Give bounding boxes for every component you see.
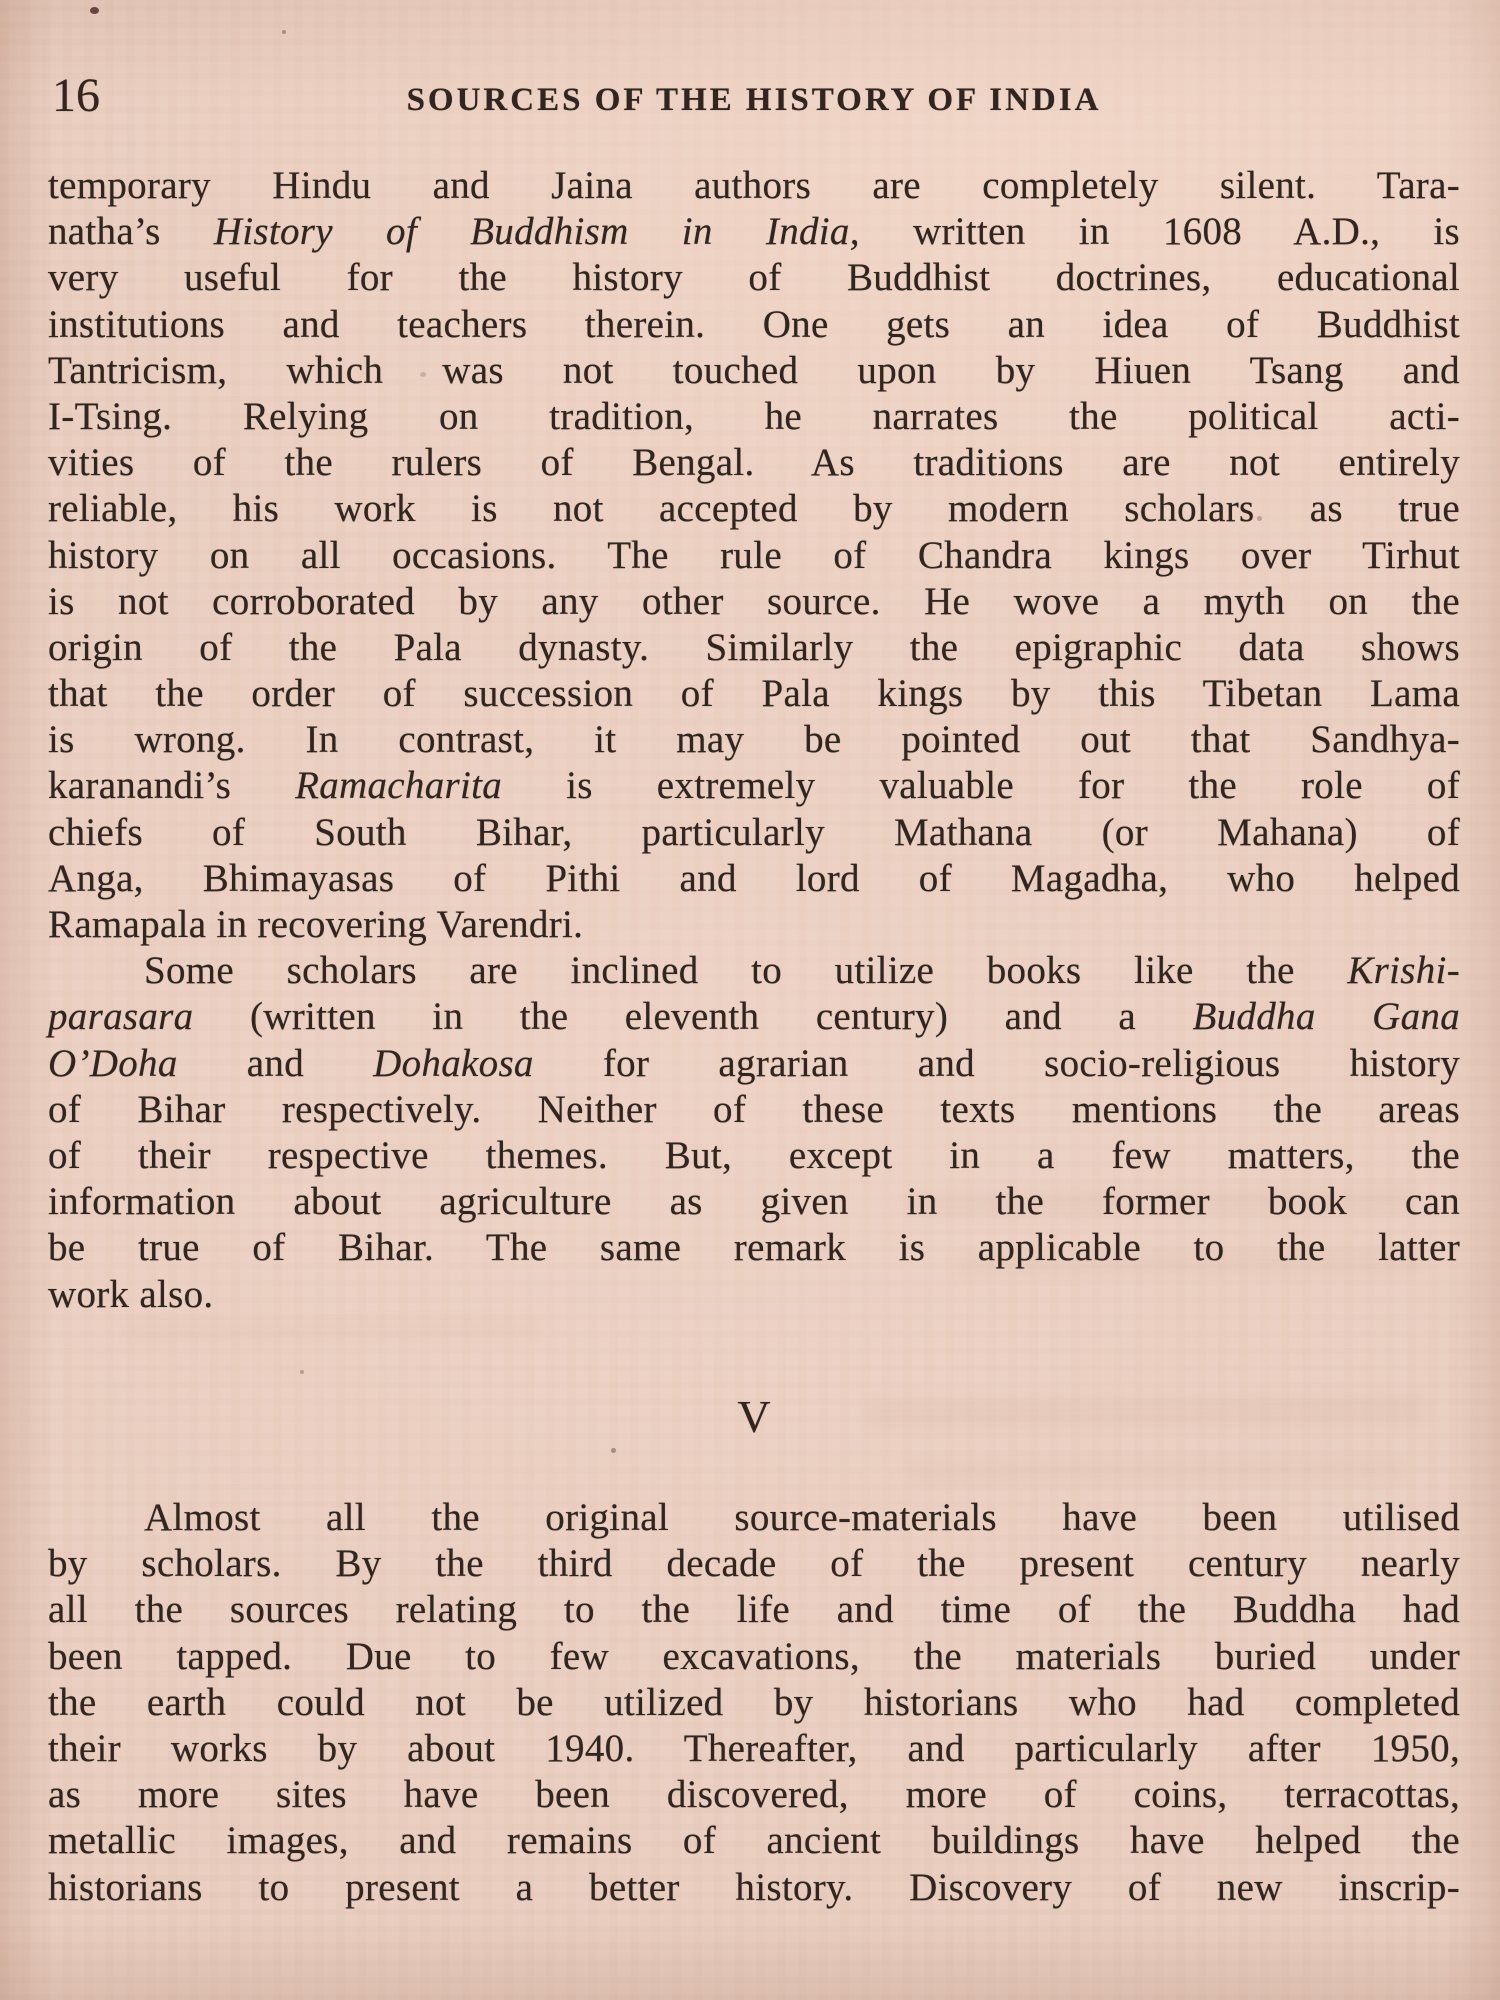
text-line [48, 1865, 1460, 1911]
text-line [48, 948, 1460, 994]
text-segment: is wrong. In contrast, it may be pointed out that Sandhya- [48, 718, 1460, 762]
text-segment: temporary Hindu and Jaina authors are completely silent. Tara- [48, 164, 1460, 207]
showthrough-smudge [905, 1456, 1405, 1483]
paper-speck [300, 1370, 304, 1374]
text-segment: history on all occasions. The rule of Chandra kings over Tirhut [48, 533, 1460, 577]
text-segment: metallic images, and remains of ancient buildings have helped the [48, 1819, 1460, 1863]
text-line [48, 1772, 1460, 1818]
text-line [48, 1587, 1460, 1633]
text-segment: very useful for the history of Buddhist doctrines, educational [48, 256, 1460, 300]
paper-speck [282, 30, 286, 34]
text-line [48, 486, 1460, 532]
body-text-block-2 [48, 1495, 1460, 1911]
text-segment: chiefs of South Bihar, particularly Mathana (or Mahana) of [48, 810, 1460, 854]
text-line [48, 1726, 1460, 1772]
text-segment: karanandi’s [48, 764, 296, 808]
text-line [48, 1225, 1460, 1271]
showthrough-smudge [120, 1319, 540, 1342]
page-number: 16 [52, 69, 100, 122]
text-line [48, 810, 1460, 856]
italic-text-segment: Ramacharita [295, 764, 503, 808]
italic-text-segment: Dohakosa [373, 1041, 534, 1085]
text-line [48, 1818, 1460, 1864]
text-segment: Anga, Bhimayasas of Pithi and lord of Magadha, who helped [48, 856, 1460, 900]
text-line [48, 255, 1460, 301]
text-line [48, 1272, 1460, 1318]
text-line [48, 348, 1460, 394]
text-segment: for agrarian and socio-religious history [533, 1041, 1461, 1085]
text-segment: historians to present a better history. Discovery of new inscrip- [48, 1865, 1460, 1909]
italic-text-segment: Krishi- [1347, 949, 1460, 993]
text-line [48, 440, 1460, 486]
text-segment: I-Tsing. Relying on tradition, he narrates the political acti- [48, 394, 1460, 438]
text-segment: origin of the Pala dynasty. Similarly the epigraphic data shows [48, 625, 1460, 669]
text-line [48, 533, 1460, 579]
italic-text-segment: Buddha Gana [1192, 995, 1460, 1039]
text-segment: (written in the eleventh century) and a [193, 995, 1193, 1039]
text-segment: Almost all the original source-materials have been utilised [144, 1496, 1460, 1539]
running-header: SOURCES OF THE HISTORY OF INDIA [406, 82, 1102, 118]
text-segment: institutions and teachers therein. One gets an idea of Buddhist [48, 302, 1460, 346]
text-line [48, 579, 1460, 625]
text-segment: that the order of succession of Pala kings by this Tibetan Lama [48, 672, 1460, 716]
text-segment: as more sites have been discovered, more of coins, terracottas, [48, 1773, 1460, 1817]
text-line [48, 671, 1460, 717]
text-segment: reliable, his work is not accepted by modern scholars as true [48, 487, 1460, 531]
text-line [48, 163, 1460, 209]
text-segment: information about agriculture as given in the former book can [48, 1180, 1460, 1224]
text-segment: of Bihar respectively. Neither of these texts mentions the areas [48, 1087, 1460, 1131]
paper-speck [611, 1448, 616, 1453]
text-line [48, 994, 1460, 1040]
text-line [48, 1087, 1460, 1133]
text-segment: Tantricism, which was not touched upon by Hiuen Tsang and [48, 348, 1460, 392]
text-line [48, 1680, 1460, 1726]
text-segment: all the sources relating to the life and time of the Buddha had [48, 1588, 1460, 1632]
text-line [48, 856, 1460, 902]
text-segment: Some scholars are inclined to utilize books like the [144, 949, 1348, 993]
text-line [48, 625, 1460, 671]
italic-text-segment: History of Buddhism in India, [213, 210, 860, 254]
text-segment: is extremely valuable for the role of [502, 764, 1460, 808]
text-line [48, 1133, 1460, 1179]
text-segment: natha’s [48, 210, 214, 254]
text-segment: the earth could not be utilized by historians who had completed [48, 1680, 1460, 1724]
italic-text-segment: parasara [48, 995, 194, 1039]
text-line [48, 302, 1460, 348]
text-segment: work also. [48, 1272, 214, 1316]
text-segment: of their respective themes. But, except in a few matters, the [48, 1133, 1460, 1177]
text-segment: Ramapala in recovering Varendri. [48, 903, 584, 946]
text-segment: vities of the rulers of Bengal. As traditions are not entirely [48, 441, 1460, 485]
text-segment: their works by about 1940. Thereafter, and particularly after 1950, [48, 1726, 1460, 1770]
text-line [48, 1541, 1460, 1587]
section-heading: V [737, 1391, 771, 1442]
text-segment: written in 1608 A.D., is [859, 210, 1460, 254]
body-text-block-1 [48, 163, 1460, 1318]
text-line [48, 902, 1460, 948]
text-segment: and [177, 1041, 374, 1085]
text-line [48, 1495, 1460, 1541]
text-line [48, 1179, 1460, 1225]
italic-text-segment: O’Doha [48, 1041, 178, 1085]
text-line [48, 717, 1460, 763]
text-line [48, 209, 1460, 255]
paper-speck [90, 7, 99, 14]
text-segment: been tapped. Due to few excavations, the materials buried under [48, 1634, 1460, 1678]
text-line [48, 1041, 1460, 1087]
text-line [48, 394, 1460, 440]
text-segment: is not corroborated by any other source. He wove a myth on the [48, 579, 1460, 623]
text-line [48, 1634, 1460, 1680]
text-line [48, 763, 1460, 809]
text-segment: be true of Bihar. The same remark is applicable to the latter [48, 1226, 1460, 1270]
text-segment: by scholars. By the third decade of the present century nearly [48, 1542, 1460, 1586]
